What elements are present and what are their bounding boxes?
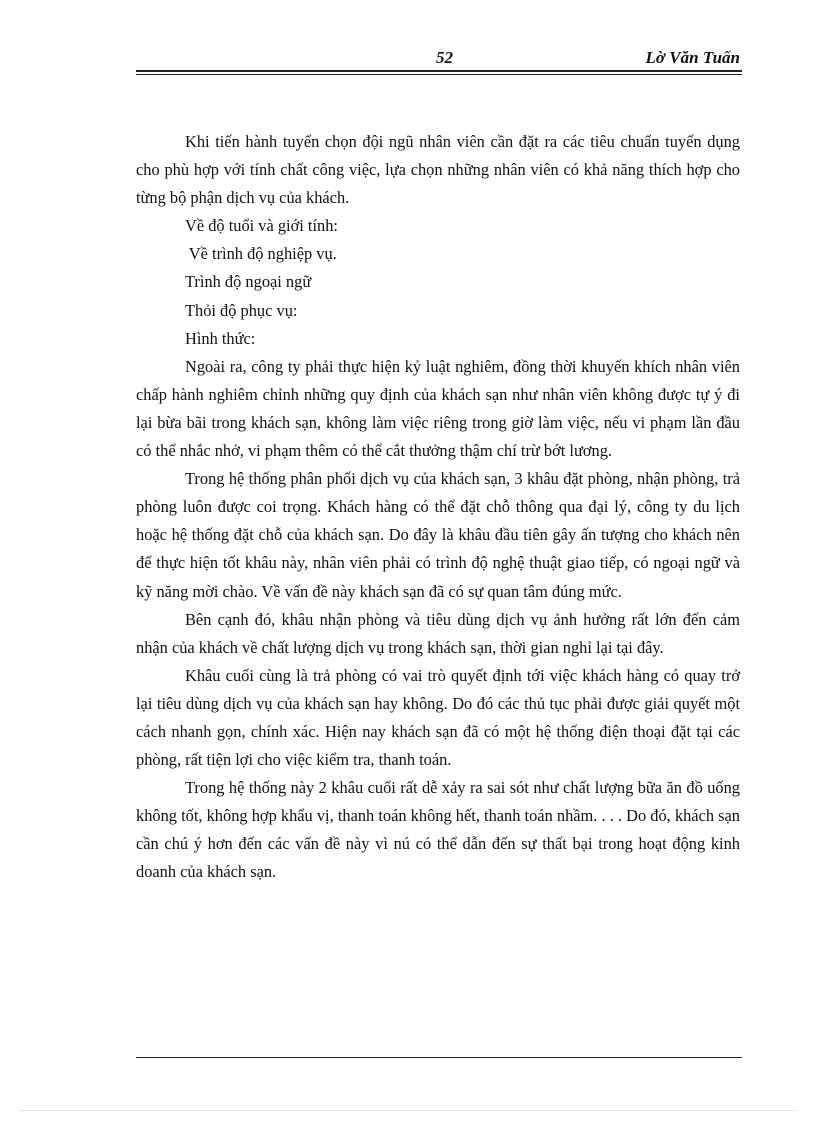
author-name: Lờ Văn Tuấn [645, 48, 740, 67]
criterion-professional-skill: Về trình độ nghiệp vụ. [185, 244, 337, 264]
footer-rule [136, 1057, 742, 1058]
criterion-foreign-language: Trình độ ngoại ngữ [185, 272, 312, 292]
page-bottom-border [20, 1110, 796, 1111]
paragraph-check-in: Bên cạnh đó, khâu nhận phòng và tiêu dùng dịch vụ ảnh hưởng rất lớn đến cảm nhận của khách về chất lượng dịch vụ trong khách sạn, thời gian nghỉ lại tại đây. [136, 609, 740, 657]
criterion-appearance: Hình thức: [185, 328, 256, 348]
paragraph-recruitment: Khi tiến hành tuyển chọn đội ngũ nhân viên cần đặt ra các tiêu chuẩn tuyển dụng cho phù hợp với tính chất công việc, lựa chọn những nhân viên có khả năng thích hợp cho từng bộ phận dịch vụ của khách. [136, 132, 740, 208]
criterion-age-gender: Về độ tuổi và giới tính: [185, 216, 338, 236]
header-rule-thin [136, 74, 742, 75]
criterion-service-attitude: Thỏi độ phục vụ: [185, 300, 298, 320]
paragraph-check-out: Khâu cuối cùng là trả phòng có vai trò quyết định tới việc khách hàng có quay trở lại tiêu dùng dịch vụ của khách sạn hay không. Do đó các thủ tục phải được giải quyết một cách nhanh gọn, chính xác. Hiện nay khách sạn đã có một hệ thống điện thoại đặt tại các phòng, rất tiện lợi cho việc kiểm tra, thanh toán. [136, 665, 740, 770]
document-body [136, 128, 740, 887]
paragraph-distribution-system: Trong hệ thống phân phối dịch vụ của khách sạn, 3 khâu đặt phòng, nhận phòng, trả phòng luôn được coi trọng. Khách hàng có thể đặt chỗ thông qua đại lý, công ty du lịch hoặc hệ thống đặt chỗ của khách sạn. Do đây là khâu đầu tiên gây ấn tượng cho khách nên để thực hiện tốt khâu này, nhân viên phải có trình độ nghệ thuật giao tiếp, có ngoại ngữ và kỹ năng mời chào. Về vấn đề này khách sạn đã có sự quan tâm đúng mức. [136, 469, 740, 601]
paragraph-conclusion: Trong hệ thống này 2 khâu cuối rất dễ xảy ra sai sót như chất lượng bữa ăn đồ uống không tốt, không hợp khẩu vị, thanh toán không hết, thanh toán nhầm. . . . Do đó, khách sạn cần chú ý hơn đến các vấn đề này vì nú có thể dẫn đến sự thất bại trong hoạt động kinh doanh của khách sạn. [136, 778, 740, 882]
paragraph-discipline: Ngoài ra, công ty phải thực hiện kỷ luật nghiêm, đồng thời khuyến khích nhân viên chấp hành nghiêm chỉnh những quy định của khách sạn như nhân viên không được tự ý đi lại bừa bãi trong khách sạn, không làm việc riêng trong giờ làm việc, nếu vi phạm lần đầu có thể nhắc nhở, vi phạm thêm có thể cắt thưởng thậm chí trừ bớt lương. [136, 356, 740, 461]
page-header [136, 46, 742, 72]
page-number: 52 [436, 48, 453, 67]
header-rule-thick [136, 70, 742, 72]
